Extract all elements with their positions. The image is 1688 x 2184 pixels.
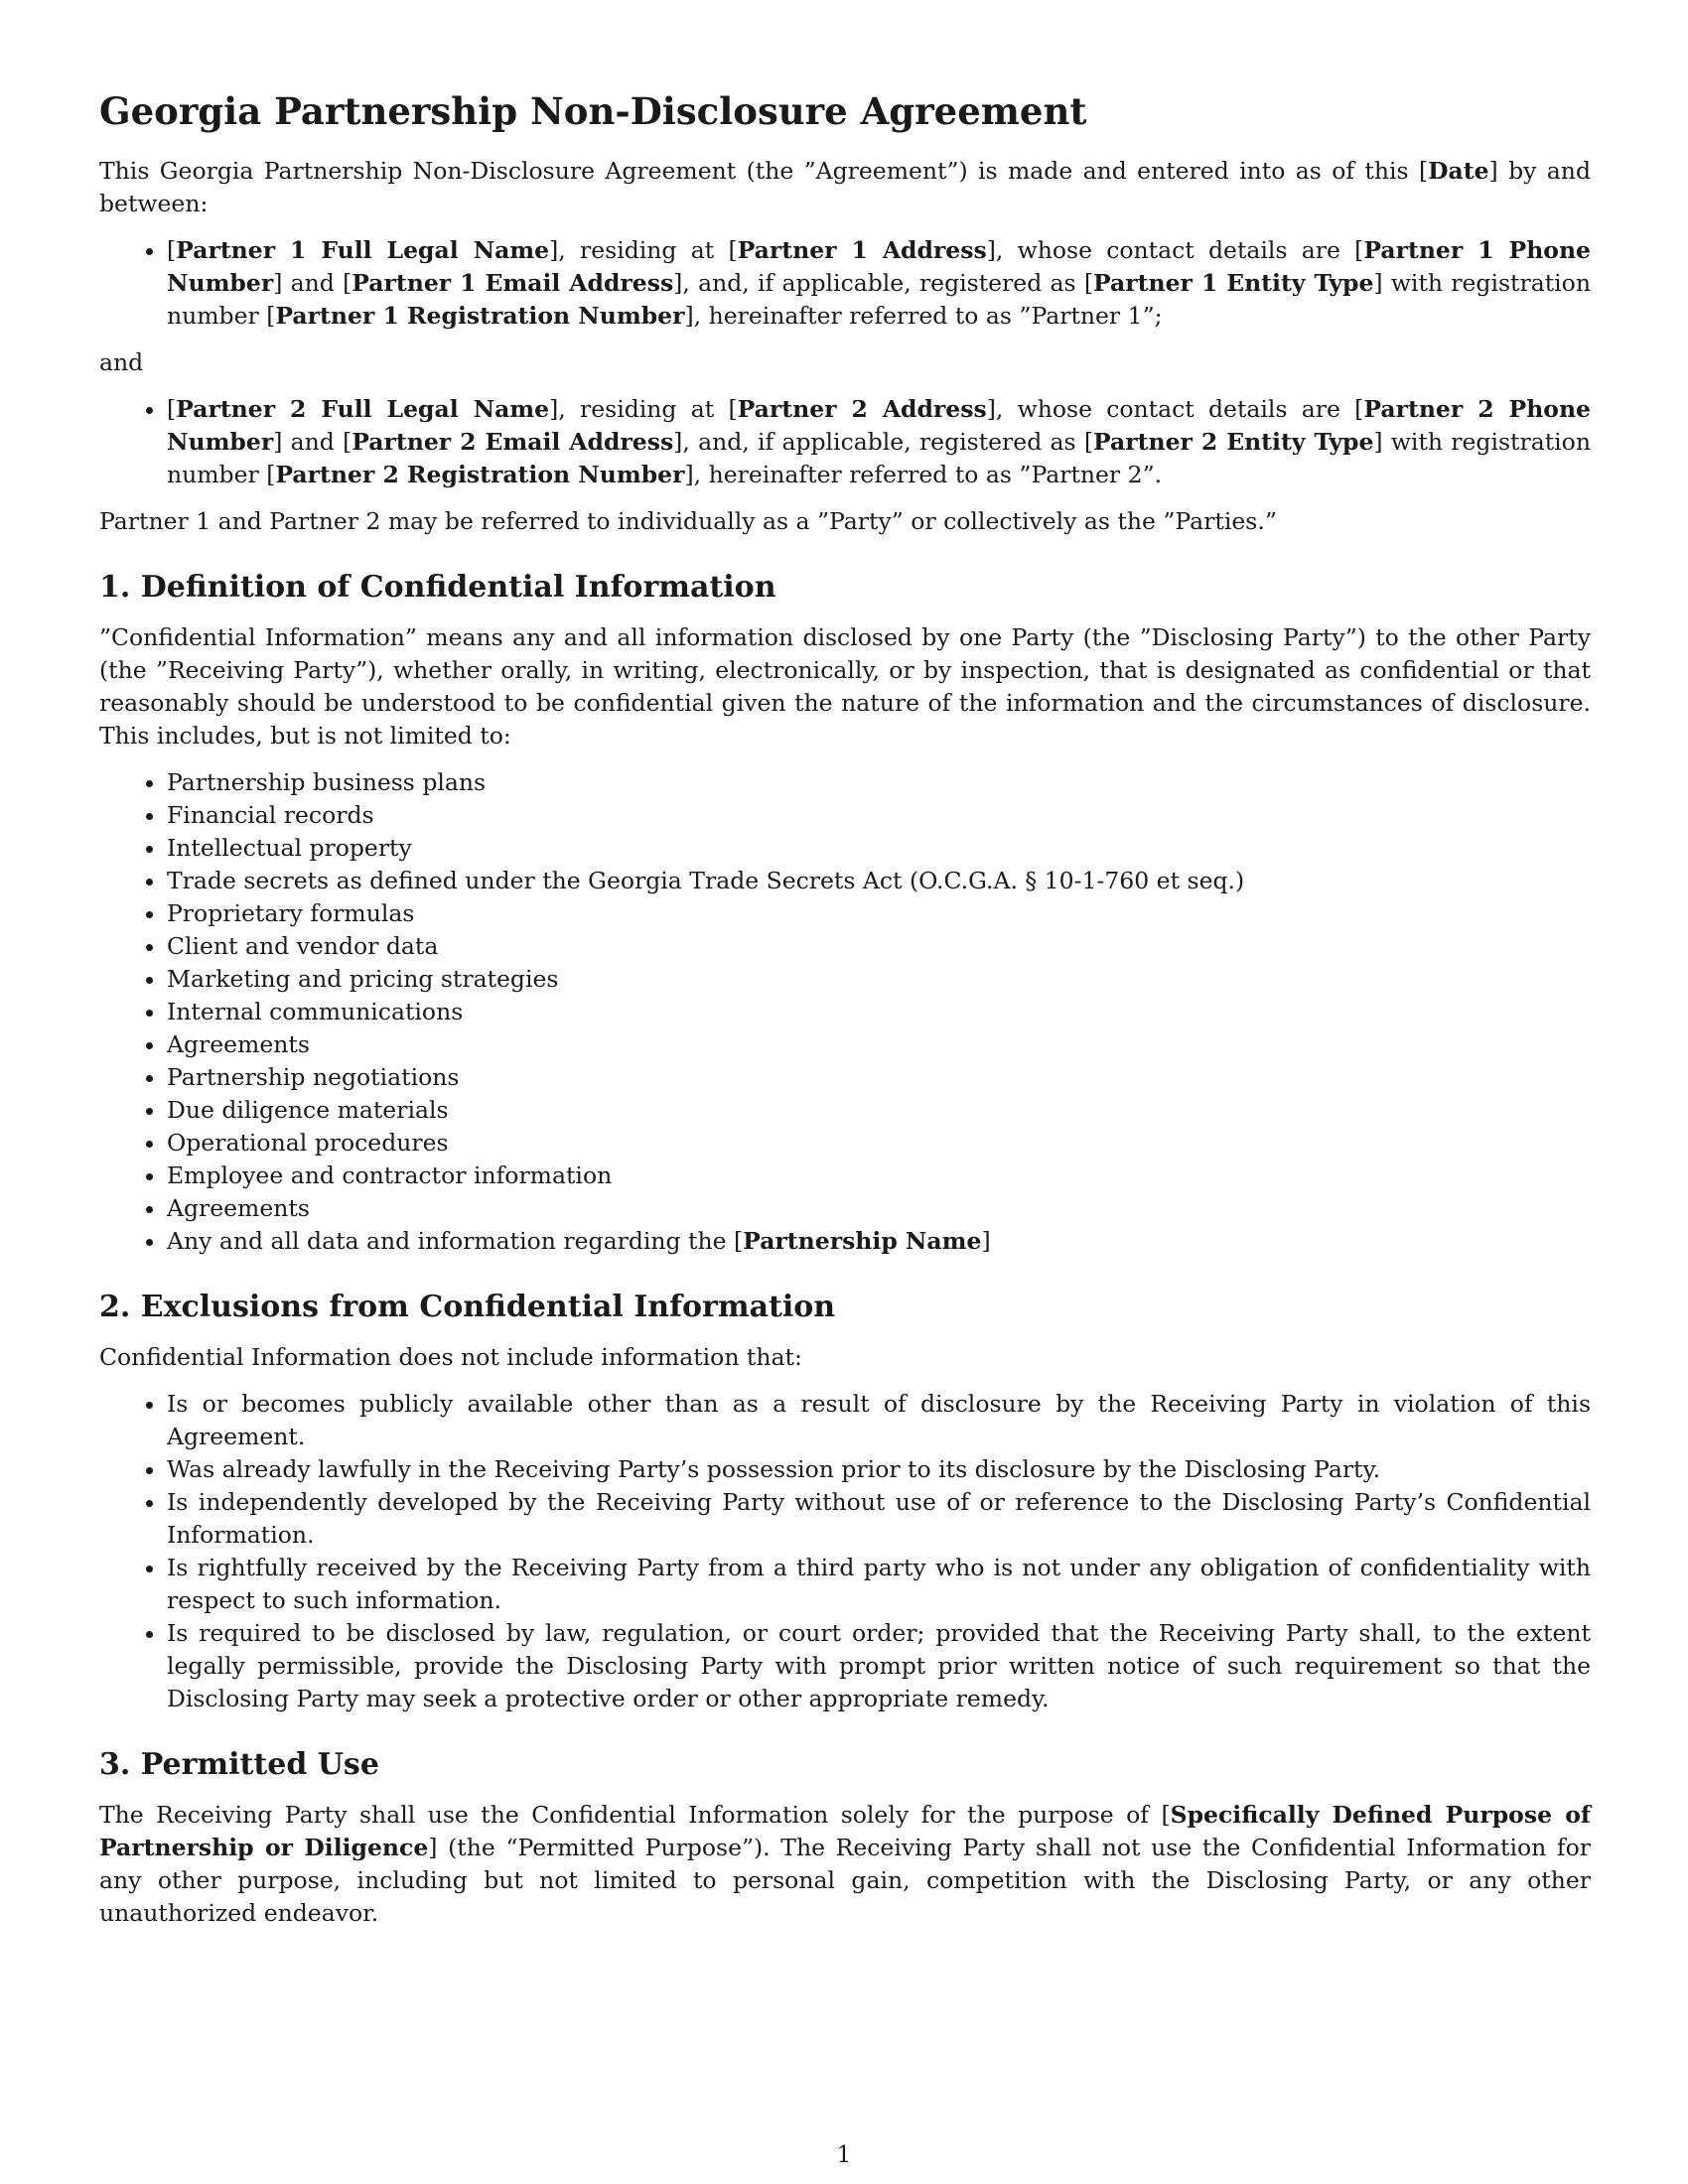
partner-1-address-placeholder: Partner 1 Address bbox=[737, 236, 987, 264]
list-item: • Marketing and pricing strategies bbox=[167, 963, 1591, 996]
list-item: • Agreements bbox=[167, 1028, 1591, 1061]
list-item: • Was already lawfully in the Receiving Party’s possession prior to its disclosure by the Disclosing Party. bbox=[167, 1453, 1591, 1486]
list-item: • Is required to be disclosed by law, regulation, or court order; provided that the Receiving Party shall, to the extent legally permissible, provide the Disclosing Party with prompt prior written notice of such requirement so that the Disclosing Party may seek a protective order or other appropriate remedy. bbox=[167, 1617, 1591, 1715]
parties-note: Partner 1 and Partner 2 may be referred to individually as a ”Party” or collectively as the ”Parties.” bbox=[99, 507, 1277, 535]
partnership-name-placeholder: Partnership Name bbox=[743, 1227, 982, 1255]
purpose-placeholder: Specifically Defined Purpose of Partnership or Diligence bbox=[99, 1801, 1591, 1861]
partner-1-email-placeholder: Partner 1 Email Address bbox=[352, 269, 674, 297]
list-item: • Is or becomes publicly available other than as a result of disclosure by the Receiving Party in violation of this Agreement. bbox=[167, 1388, 1591, 1453]
section-1-body: ”Confidential Information” means any and all information disclosed by one Party (the ”Disclosing Party”) to the other Party (the ”Receiving Party”), whether orally, in writing, electronically, or by inspection, that is designated as confidential or that reasonably should be understood to be confidential given the nature of the information and the circumstances of disclosure. This includes, but is not limited to: bbox=[99, 623, 1591, 750]
partner-1-details: • [Partner 1 Full Legal Name], residing at [Partner 1 Address], whose contact details are [Partner 1 Phone Number] and [Partner 1 Email Address], and, if applicable, registered as [Partner 1 Entity Type] with registration number [Partner 1 Registration Number], hereinafter referred to as ”Partner 1”; bbox=[167, 234, 1591, 333]
intro-paragraph: This Georgia Partnership Non-Disclosure Agreement (the ”Agreement”) is made and entered into as of this [Date] by and between: bbox=[99, 157, 1591, 217]
list-item: • Operational procedures bbox=[167, 1127, 1591, 1160]
partner-1-name-placeholder: Partner 1 Full Legal Name bbox=[176, 236, 550, 264]
list-item: • Partnership business plans bbox=[167, 766, 1591, 799]
partner-2-registration-placeholder: Partner 2 Registration Number bbox=[275, 461, 685, 488]
list-item: • Partnership negotiations bbox=[167, 1061, 1591, 1094]
document-page bbox=[99, 87, 1591, 1944]
list-item: • Proprietary formulas bbox=[167, 897, 1591, 930]
list-item: • Due diligence materials bbox=[167, 1094, 1591, 1127]
section-2-body: Confidential Information does not include information that: bbox=[99, 1343, 802, 1371]
page-number: 1 bbox=[836, 2142, 852, 2168]
partner-1-registration-placeholder: Partner 1 Registration Number bbox=[275, 302, 685, 330]
partner-2-details: • [Partner 2 Full Legal Name], residing at [Partner 2 Address], whose contact details are [Partner 2 Phone Number] and [Partner 2 Email Address], and, if applicable, registered as [Partner 2 Entity Type] with registration number [Partner 2 Registration Number], hereinafter referred to as ”Partner 2”. bbox=[167, 393, 1591, 491]
partner-2-phone-placeholder: Partner 2 Phone Number bbox=[167, 395, 1592, 456]
section-1-heading: 1. Definition of Confidential Information bbox=[99, 570, 776, 605]
partner-2-list bbox=[99, 393, 1591, 491]
date-placeholder: Date bbox=[1428, 157, 1489, 185]
section-3-body: The Receiving Party shall use the Confidential Information solely for the purpose of [Specifically Defined Purpose of Partnership or Diligence] (the “Permitted Purpose”). The Receiving Party shall not use the Confidential Information for any other purpose, including but not limited to personal gain, competition with the Disclosing Party, or any other unauthorized endeavor. bbox=[99, 1801, 1592, 1927]
list-item: • Financial records bbox=[167, 799, 1591, 832]
partner-1-entity-placeholder: Partner 1 Entity Type bbox=[1092, 269, 1374, 297]
partner-1-phone-placeholder: Partner 1 Phone Number bbox=[167, 236, 1592, 297]
partner-2-email-placeholder: Partner 2 Email Address bbox=[352, 428, 674, 456]
list-item: • Any and all data and information regarding the [Partnership Name] bbox=[167, 1225, 1591, 1258]
exclusions-list bbox=[99, 1388, 1591, 1715]
list-item: • Internal communications bbox=[167, 996, 1591, 1028]
list-item: • Agreements bbox=[167, 1192, 1591, 1225]
confidential-info-list bbox=[99, 766, 1591, 1258]
partner-2-address-placeholder: Partner 2 Address bbox=[737, 395, 987, 423]
section-3-heading: 3. Permitted Use bbox=[99, 1747, 379, 1782]
partner-2-entity-placeholder: Partner 2 Entity Type bbox=[1092, 428, 1374, 456]
list-item: • Intellectual property bbox=[167, 832, 1591, 865]
partner-1-list bbox=[99, 234, 1591, 333]
list-item: • Is independently developed by the Receiving Party without use of or reference to the Disclosing Party’s Confidential Information. bbox=[167, 1486, 1591, 1552]
section-2-heading: 2. Exclusions from Confidential Information bbox=[99, 1290, 836, 1324]
and-connector: and bbox=[99, 348, 144, 376]
list-item: • Employee and contractor information bbox=[167, 1160, 1591, 1192]
partner-2-name-placeholder: Partner 2 Full Legal Name bbox=[176, 395, 550, 423]
list-item: • Client and vendor data bbox=[167, 930, 1591, 963]
document-title: Georgia Partnership Non-Disclosure Agreement bbox=[99, 89, 1087, 133]
list-item: • Is rightfully received by the Receiving Party from a third party who is not under any obligation of confidentiality with respect to such information. bbox=[167, 1552, 1591, 1617]
list-item: • Trade secrets as defined under the Georgia Trade Secrets Act (O.C.G.A. § 10-1-760 et seq.) bbox=[167, 865, 1591, 897]
